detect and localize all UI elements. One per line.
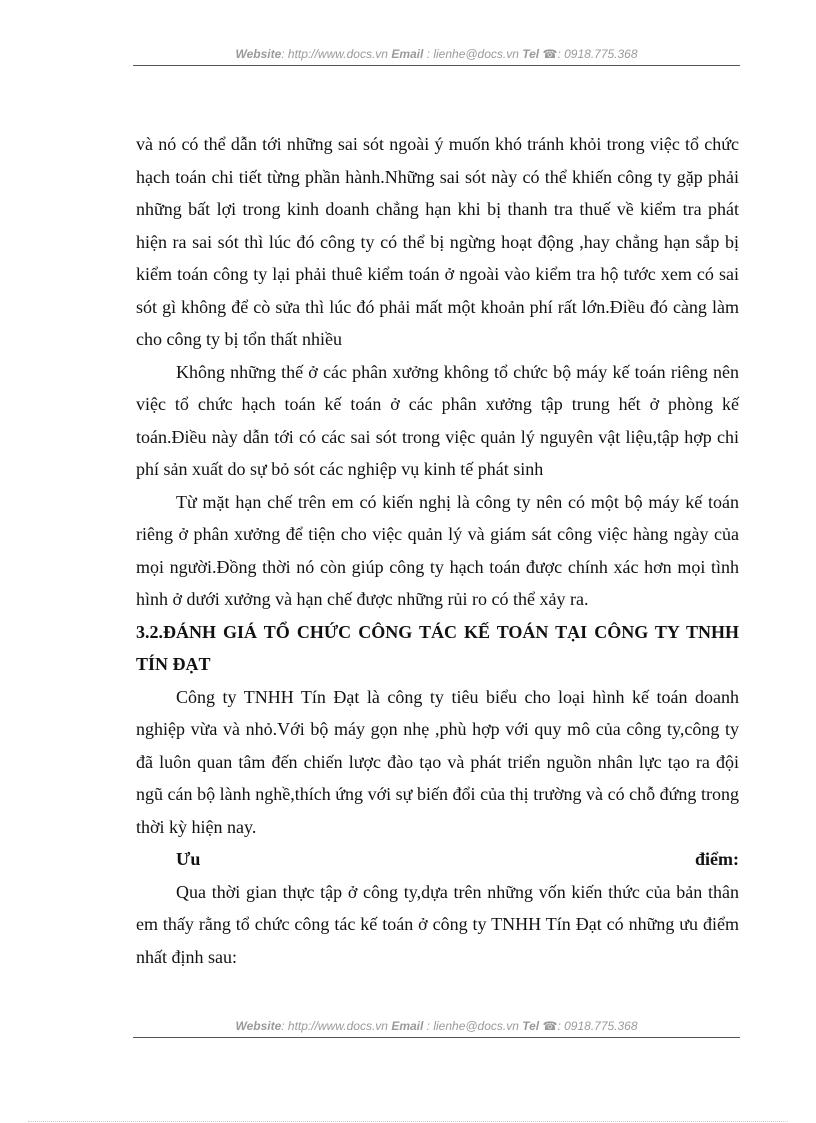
phone-icon: ☎ xyxy=(542,1019,558,1033)
header-tel-label: Tel xyxy=(522,47,540,61)
header-email-label: Email xyxy=(391,47,424,61)
page-footer xyxy=(133,1019,740,1033)
footer-tel-label: Tel xyxy=(522,1019,540,1033)
footer-email-label: Email xyxy=(391,1019,424,1033)
header-website-url: : http://www.docs.vn xyxy=(281,47,388,61)
paragraph-3: Từ mặt hạn chế trên em có kiến nghị là công ty nên có một bộ máy kế toán riêng ở phân xưởng để tiện cho việc quản lý và giám sát công việc hàng ngày của mọi người.Đồng thời nó còn giúp công ty hạch toán được chính xác hơn mọi tình hình ở dưới xưởng và hạn chế được những rủi ro có thể xảy ra. xyxy=(136,491,739,609)
footer-divider xyxy=(133,1037,740,1038)
page-edge xyxy=(28,1121,788,1122)
footer-tel-value: : 0918.775.368 xyxy=(557,1019,638,1033)
footer-website-url: : http://www.docs.vn xyxy=(281,1019,388,1033)
footer-website-label: Website xyxy=(235,1019,282,1033)
paragraph-2: Không những thế ở các phân xưởng không tổ chức bộ máy kế toán riêng nên việc tổ chức hạch toán kế toán ở các phân xưởng tập trung hết ở phòng kế toán.Điều này dẫn tới có các sai sót trong việc quản lý nguyên vật liệu,tập hợp chi phí sản xuất do sự bỏ sót các nghiệp vụ kinh tế phát sinh xyxy=(136,361,739,479)
phone-icon: ☎ xyxy=(542,47,558,61)
header-email-value: : lienhe@docs.vn xyxy=(426,47,519,61)
paragraph-1: và nó có thể dẫn tới những sai sót ngoài ý muốn khó tránh khỏi trong việc tổ chức hạch toán chi tiết từng phần hành.Những sai sót này có thể khiến công ty gặp phải những bất lợi trong kinh doanh chẳng hạn khi bị thanh tra thuế về kiểm tra phát hiện ra sai sót thì lúc đó công ty có thể bị ngừng hoạt động ,hay chẳng hạn sắp bị kiểm toán công ty lại phải thuê kiểm toán ở ngoài vào kiểm tra hộ tước xem có sai sót gì không để cò sửa thì lúc đó phải mất một khoản phí rất lớn.Điều đó càng làm cho công ty bị tổn thất nhiều xyxy=(136,134,739,349)
subheading-advantages: Ưu điểm: xyxy=(176,849,739,869)
section-heading: 3.2.ĐÁNH GIÁ TỔ CHỨC CÔNG TÁC KẾ TOÁN TẠI CÔNG TY TNHH TÍN ĐẠT xyxy=(136,621,739,674)
page-header xyxy=(133,47,740,61)
paragraph-5: Qua thời gian thực tập ở công ty,dựa trên những vốn kiến thức của bản thân em thấy rằng tổ chức công tác kế toán ở công ty TNHH Tín Đạt có những ưu điểm nhất định sau: xyxy=(136,881,739,967)
header-website-label: Website xyxy=(235,47,282,61)
header-tel-value: : 0918.775.368 xyxy=(557,47,638,61)
header-divider xyxy=(133,65,740,66)
paragraph-4: Công ty TNHH Tín Đạt là công ty tiêu biểu cho loại hình kế toán doanh nghiệp vừa và nhỏ.Với bộ máy gọn nhẹ ,phù hợp với quy mô của công ty,công ty đã luôn quan tâm đến chiến lược đào tạo và phát triển nguồn nhân lực tạo ra đội ngũ cán bộ lành nghề,thích ứng với sự biến đổi của thị trường và có chỗ đứng trong thời kỳ hiện nay. xyxy=(136,686,739,837)
footer-email-value: : lienhe@docs.vn xyxy=(426,1019,519,1033)
document-body xyxy=(136,128,739,973)
